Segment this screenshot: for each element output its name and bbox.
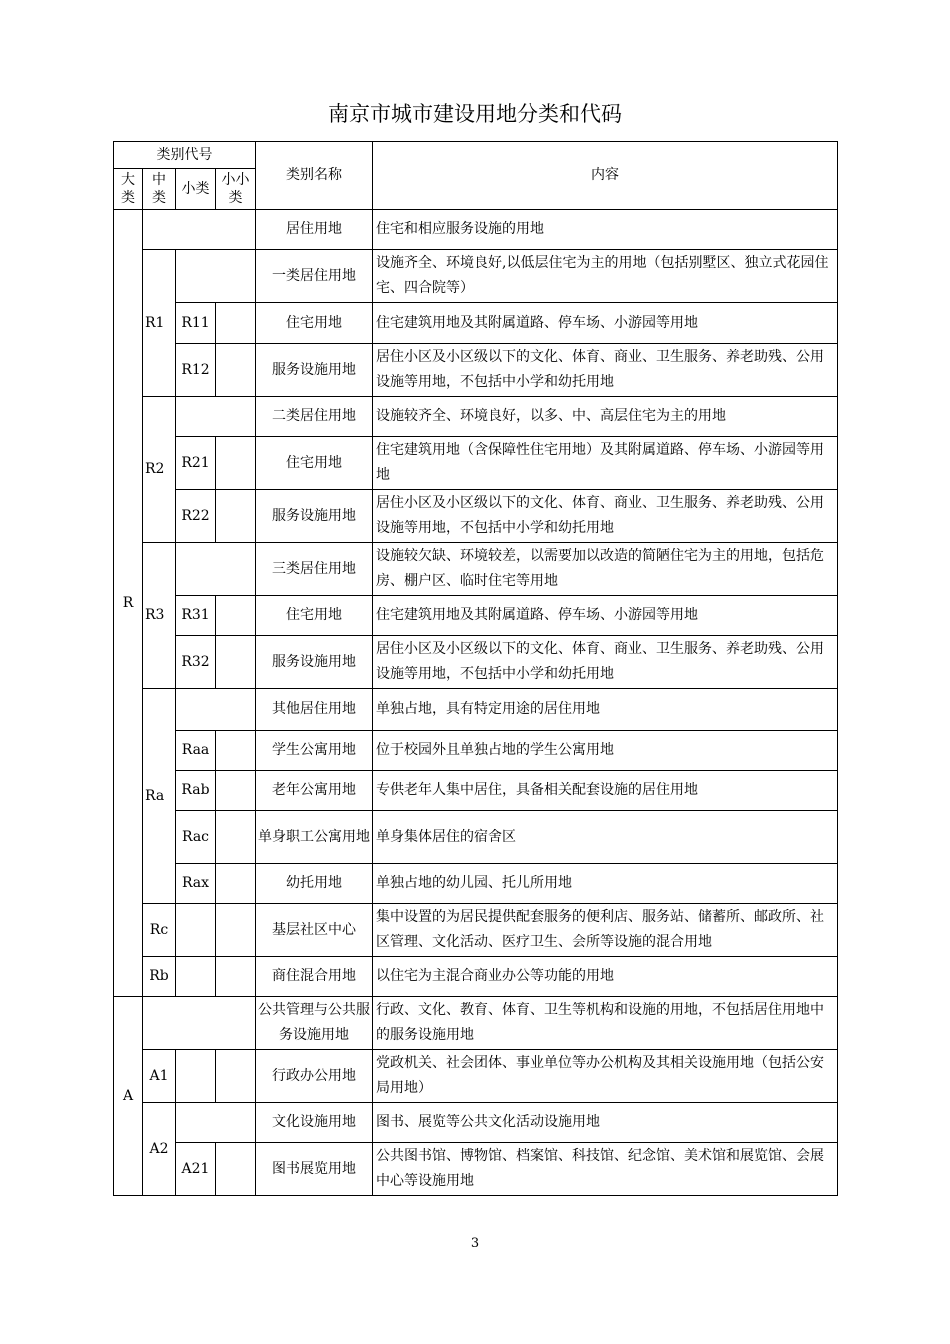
empty-code-cell	[176, 957, 216, 997]
medium-code: R3	[143, 543, 176, 689]
table-row	[114, 250, 838, 303]
empty-code-cell	[176, 250, 256, 303]
empty-code-cell	[176, 1103, 256, 1143]
category-name: 基层社区中心	[256, 904, 373, 957]
document-title: 南京市城市建设用地分类和代码	[328, 102, 622, 126]
empty-code-cell	[143, 997, 256, 1050]
category-name: 其他居住用地	[256, 689, 373, 731]
empty-code-cell	[216, 636, 256, 689]
category-name: 居住用地	[256, 210, 373, 250]
header-name: 类别名称	[256, 142, 373, 210]
header-medium: 中 类	[143, 169, 176, 210]
medium-code: R2	[143, 397, 176, 543]
empty-code-cell	[176, 1050, 216, 1103]
table-row	[114, 397, 838, 437]
empty-code-cell	[176, 904, 216, 957]
table-row	[114, 596, 838, 636]
category-name: 商住混合用地	[256, 957, 373, 997]
category-name: 住宅用地	[256, 437, 373, 490]
category-content: 党政机关、社会团体、事业单位等办公机构及其相关设施用地（包括公安局用地）	[373, 1050, 838, 1103]
empty-code-cell	[216, 596, 256, 636]
table-row	[114, 864, 838, 904]
category-content: 设施较欠缺、环境较差，以需要加以改造的简陋住宅为主的用地，包括危房、棚户区、临时住宅等用地	[373, 543, 838, 596]
empty-code-cell	[176, 397, 256, 437]
table-row	[114, 811, 838, 864]
category-name: 服务设施用地	[256, 490, 373, 543]
table-row	[114, 636, 838, 689]
table-row	[114, 303, 838, 344]
category-content: 设施齐全、环境良好,以低层住宅为主的用地（包括别墅区、独立式花园住宅、四合院等）	[373, 250, 838, 303]
header-row-1	[114, 142, 838, 169]
category-content: 设施较齐全、环境良好，以多、中、高层住宅为主的用地	[373, 397, 838, 437]
category-name: 学生公寓用地	[256, 731, 373, 771]
empty-code-cell	[216, 864, 256, 904]
empty-code-cell	[216, 437, 256, 490]
empty-code-cell	[176, 689, 256, 731]
table-row	[114, 543, 838, 596]
empty-code-cell	[216, 1050, 256, 1103]
category-content: 图书、展览等公共文化活动设施用地	[373, 1103, 838, 1143]
empty-code-cell	[143, 210, 256, 250]
table-row	[114, 344, 838, 397]
minor-code: R22	[176, 490, 216, 543]
header-code-group: 类别代号	[114, 142, 256, 169]
empty-code-cell	[216, 811, 256, 864]
empty-code-cell	[216, 303, 256, 344]
empty-code-cell	[216, 731, 256, 771]
category-name: 文化设施用地	[256, 1103, 373, 1143]
table-row	[114, 1143, 838, 1196]
page-number: 3	[470, 1236, 480, 1251]
land-use-table	[113, 141, 838, 1196]
category-name: 单身职工公寓用地	[256, 811, 373, 864]
empty-code-cell	[216, 344, 256, 397]
minor-code: Rac	[176, 811, 216, 864]
category-name: 三类居住用地	[256, 543, 373, 596]
minor-code: R12	[176, 344, 216, 397]
category-content: 住宅建筑用地（含保障性住宅用地）及其附属道路、停车场、小游园等用地	[373, 437, 838, 490]
medium-code: R1	[143, 250, 176, 397]
category-content: 居住小区及小区级以下的文化、体育、商业、卫生服务、养老助残、公用设施等用地，不包括中小学和幼托用地	[373, 636, 838, 689]
medium-code: A1	[143, 1050, 176, 1103]
category-name: 二类居住用地	[256, 397, 373, 437]
table-row	[114, 689, 838, 731]
category-name: 行政办公用地	[256, 1050, 373, 1103]
minor-code: A21	[176, 1143, 216, 1196]
category-content: 住宅和相应服务设施的用地	[373, 210, 838, 250]
category-content: 集中设置的为居民提供配套服务的便利店、服务站、储蓄所、邮政所、社区管理、文化活动、医疗卫生、会所等设施的混合用地	[373, 904, 838, 957]
medium-code: Rc	[143, 904, 176, 957]
category-content: 单身集体居住的宿舍区	[373, 811, 838, 864]
empty-code-cell	[176, 543, 256, 596]
category-name: 一类居住用地	[256, 250, 373, 303]
empty-code-cell	[216, 957, 256, 997]
medium-code: A2	[143, 1103, 176, 1196]
header-major: 大 类	[114, 169, 143, 210]
category-content: 单独占地的幼儿园、托儿所用地	[373, 864, 838, 904]
minor-code: R11	[176, 303, 216, 344]
empty-code-cell	[216, 490, 256, 543]
minor-code: Rax	[176, 864, 216, 904]
medium-code: Rb	[143, 957, 176, 997]
category-name: 服务设施用地	[256, 636, 373, 689]
category-content: 居住小区及小区级以下的文化、体育、商业、卫生服务、养老助残、公用设施等用地，不包括中小学和幼托用地	[373, 344, 838, 397]
minor-code: R21	[176, 437, 216, 490]
empty-code-cell	[216, 904, 256, 957]
minor-code: Raa	[176, 731, 216, 771]
minor-code: R32	[176, 636, 216, 689]
table-row	[114, 997, 838, 1050]
category-name: 老年公寓用地	[256, 771, 373, 811]
table-row	[114, 210, 838, 250]
category-content: 住宅建筑用地及其附属道路、停车场、小游园等用地	[373, 303, 838, 344]
empty-code-cell	[216, 771, 256, 811]
category-content: 公共图书馆、博物馆、档案馆、科技馆、纪念馆、美术馆和展览馆、会展中心等设施用地	[373, 1143, 838, 1196]
header-content: 内容	[373, 142, 838, 210]
category-name: 服务设施用地	[256, 344, 373, 397]
minor-code: Rab	[176, 771, 216, 811]
table-row	[114, 490, 838, 543]
category-content: 行政、文化、教育、体育、卫生等机构和设施的用地，不包括居住用地中的服务设施用地	[373, 997, 838, 1050]
category-content: 住宅建筑用地及其附属道路、停车场、小游园等用地	[373, 596, 838, 636]
table-row	[114, 731, 838, 771]
table-row	[114, 1103, 838, 1143]
major-code-a: A	[114, 997, 143, 1196]
medium-code: Ra	[143, 689, 176, 904]
table-row	[114, 957, 838, 997]
category-name: 图书展览用地	[256, 1143, 373, 1196]
table-row	[114, 904, 838, 957]
table-row	[114, 1050, 838, 1103]
category-name: 公共管理与公共服务设施用地	[256, 997, 373, 1050]
table-row	[114, 437, 838, 490]
header-minor: 小类	[176, 169, 216, 210]
major-code-r: R	[114, 210, 143, 997]
empty-code-cell	[216, 1143, 256, 1196]
category-content: 以住宅为主混合商业办公等功能的用地	[373, 957, 838, 997]
category-name: 幼托用地	[256, 864, 373, 904]
table-row	[114, 771, 838, 811]
category-name: 住宅用地	[256, 596, 373, 636]
minor-code: R31	[176, 596, 216, 636]
header-subminor: 小小 类	[216, 169, 256, 210]
category-content: 专供老年人集中居住，具备相关配套设施的居住用地	[373, 771, 838, 811]
category-name: 住宅用地	[256, 303, 373, 344]
category-content: 位于校园外且单独占地的学生公寓用地	[373, 731, 838, 771]
category-content: 居住小区及小区级以下的文化、体育、商业、卫生服务、养老助残、公用设施等用地，不包括中小学和幼托用地	[373, 490, 838, 543]
category-content: 单独占地，具有特定用途的居住用地	[373, 689, 838, 731]
